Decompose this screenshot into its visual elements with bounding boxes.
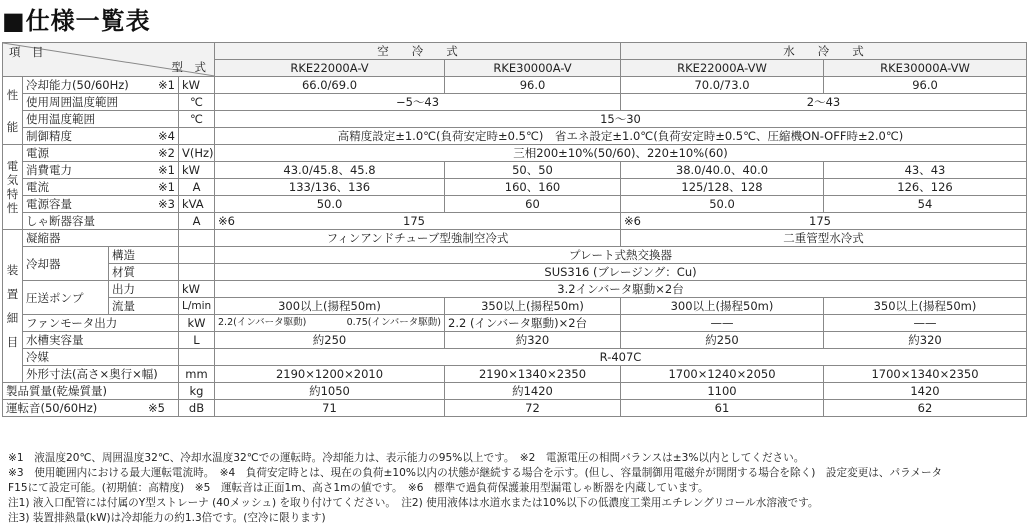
row-use-temp: 使用温度範囲 ℃ 15〜30	[3, 111, 1027, 128]
header-corner	[3, 43, 215, 77]
header-row-1	[3, 43, 1027, 60]
row-tank: 水槽実容量 L 約250 約320 約250 約320	[3, 332, 1027, 349]
row-power: 電 気 特 性 電源 ※2 V(Hz) 三相200±10%(50/60)、220±10%(60)	[3, 145, 1027, 162]
air-cooled-header: 空 冷 式	[215, 43, 621, 60]
model-2: RKE30000A-V	[445, 60, 621, 77]
footnotes	[8, 451, 1026, 526]
footnote-line: F15にて設定可能。(初期値：高精度) ※5 運転音は正面1m、高さ1mの値です。 ※6 標準で過負荷保護兼用型漏電しゃ断器を内蔵しています。	[8, 482, 709, 494]
model-3: RKE22000A-VW	[621, 60, 824, 77]
group-performance: 性 能	[3, 77, 23, 145]
model-1: RKE22000A-V	[215, 60, 445, 77]
page-title: ■仕様一覧表	[2, 7, 151, 35]
row-pump-output: 圧送ポンプ 出力 kW 3.2インバータ駆動×2台	[3, 281, 1027, 298]
water-cooled-header: 水 冷 式	[621, 43, 1027, 60]
row-current: 電流 ※1 A 133/136、136 160、160 125/128、128 126、126	[3, 179, 1027, 196]
spec-table	[2, 42, 1027, 417]
row-cooling: 性 能 冷却能力(50/60Hz) ※1 kW 66.0/69.0 96.0 70.0/73.0 96.0	[3, 77, 1027, 94]
row-noise: 運転音(50/60Hz) ※5 dB 71 72 61 62	[3, 400, 1027, 417]
row-cooler-structure: 冷却器 構造 プレート式熱交換器	[3, 247, 1027, 264]
row-fan: ファンモータ出力 kW 2.2(インバータ駆動) 0.75(インバータ駆動) 2.2 (インバータ駆動)×2台 —— ——	[3, 315, 1027, 332]
row-control: 制御精度 ※4 高精度設定±1.0℃(負荷安定時±0.5℃) 省エネ設定±1.0℃(負荷安定時±0.5℃、圧縮機ON-OFF時±2.0℃)	[3, 128, 1027, 145]
model-header: 型 式	[171, 60, 206, 74]
model-4: RKE30000A-VW	[824, 60, 1027, 77]
item-header: 項 目	[9, 45, 44, 59]
footnote-line: ※1 液温度20℃、周囲温度32℃、冷却水温度32℃での運転時。冷却能力は、表示能力の95%以上です。 ※2 電源電圧の相間バランスは±3%以内としてください。	[8, 452, 805, 464]
row-weight: 製品質量(乾燥質量) kg 約1050 約1420 1100 1420	[3, 383, 1027, 400]
footnote-line: 注3) 装置排熱量(kW)は冷却能力の約1.3倍です。(空冷に限ります)	[8, 512, 326, 524]
row-breaker: しゃ断器容量 A ※6 175 ※6 175	[3, 213, 1027, 230]
group-electrical: 電 気 特 性	[3, 145, 23, 230]
group-equipment: 装 置 細 目	[3, 230, 23, 383]
row-consumption: 消費電力 ※1 kW 43.0/45.8、45.8 50、50 38.0/40.0、40.0 43、43	[3, 162, 1027, 179]
row-pump-flow: 流量 L/min 300以上(揚程50m) 350以上(揚程50m) 300以上(揚程50m) 350以上(揚程50m)	[3, 298, 1027, 315]
row-ambient: 使用周囲温度範囲 ℃ −5〜43 2〜43	[3, 94, 1027, 111]
row-dims: 外形寸法(高さ×奥行×幅) mm 2190×1200×2010 2190×1340×2350 1700×1240×2050 1700×1340×2350	[3, 366, 1027, 383]
row-capacity: 電源容量 ※3 kVA 50.0 60 50.0 54	[3, 196, 1027, 213]
row-condenser: 装 置 細 目 凝縮器 フィンアンドチューブ型強制空冷式 二重管型水冷式	[3, 230, 1027, 247]
row-cooler-material: 材質 SUS316 (ブレージング：Cu)	[3, 264, 1027, 281]
footnote-line: ※3 使用範囲内における最大運転電流時。 ※4 負荷安定時とは、現在の負荷±10%以内の状態が継続する場合を示す。(但し、容量制御用電磁弁が開閉する場合を除く) 設定変更は、パラメータ	[8, 467, 943, 479]
row-refrigerant: 冷媒 R-407C	[3, 349, 1027, 366]
footnote-line: 注1) 液入口配管には付属のY型ストレーナ (40メッシュ) を取り付けてください。 注2) 使用液体は水道水または10%以下の低濃度工業用エチレングリコール水溶液です。	[8, 497, 819, 509]
